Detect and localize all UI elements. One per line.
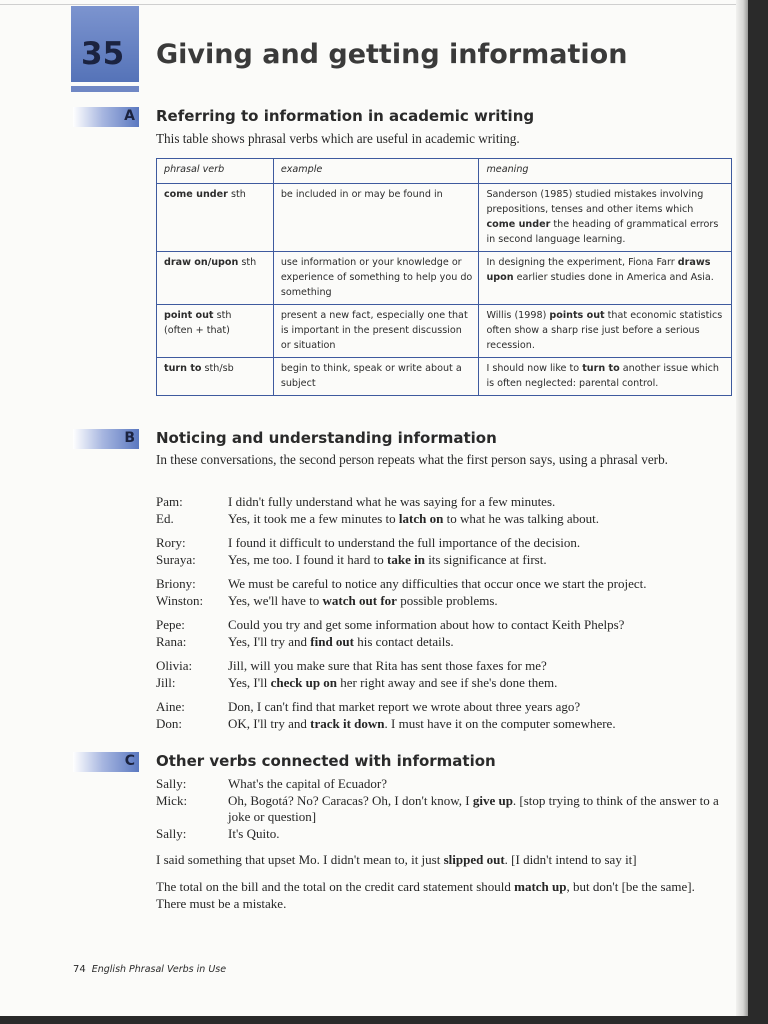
cell-phrasal-verb xyxy=(157,184,274,252)
example-phrasal-verb: come under xyxy=(486,219,551,230)
conversation xyxy=(156,617,736,650)
phrasal-verb-table xyxy=(156,158,732,396)
dialogue-text: I found it difficult to understand the full importance of the decision. xyxy=(228,535,581,550)
paragraph-phrasal-verb: slipped out xyxy=(443,852,505,867)
conversation xyxy=(156,535,736,568)
header-meaning: meaning xyxy=(479,159,732,184)
dialogue-line xyxy=(156,494,736,511)
dialogue-line xyxy=(156,535,736,552)
dialogue-line xyxy=(156,634,736,651)
speaker-name: Winston: xyxy=(156,592,204,608)
example-text: that economic statistics often show a sharp rise just before a serious recession. xyxy=(486,310,723,351)
dialogue-line xyxy=(156,675,736,692)
cell-phrasal-verb xyxy=(157,358,274,396)
conversation xyxy=(156,494,736,527)
page-footer xyxy=(73,964,226,975)
dialogue-line xyxy=(156,716,736,733)
header-example: example xyxy=(273,159,479,184)
dialogue-text: possible problems. xyxy=(396,592,498,608)
dialogue-line xyxy=(156,776,722,793)
verb-object: sth xyxy=(227,189,246,200)
paragraph-text: , but don't [be the same]. There must be a mistake. xyxy=(156,879,695,911)
cell-example-sentence xyxy=(479,358,732,396)
paragraph-text: . [I didn't intend to say it] xyxy=(504,852,637,867)
spoken-line xyxy=(228,593,736,610)
speaker-name: Suraya: xyxy=(156,551,196,567)
cell-phrasal-verb xyxy=(157,305,274,358)
cell-example-sentence xyxy=(479,305,732,358)
paragraph-phrasal-verb: match up xyxy=(514,879,567,894)
cell-example-sentence xyxy=(479,252,732,305)
speaker-name: Sally: xyxy=(156,776,187,791)
table-row xyxy=(157,358,732,396)
speaker-name: Don: xyxy=(156,715,182,731)
dialogue-text: OK, I'll try and xyxy=(228,715,311,731)
dialogue-text: Yes, I'll xyxy=(228,674,271,690)
definition-text: begin to think, speak or write about a subject xyxy=(280,363,462,389)
spoken-line xyxy=(228,793,722,826)
dialogue-text: Yes, it took me a few minutes to xyxy=(228,510,399,526)
paragraph-text: The total on the bill and the total on the credit card statement should xyxy=(156,879,515,894)
top-rule xyxy=(0,4,748,5)
section-a-heading: Referring to information in academic writing xyxy=(156,107,535,125)
cell-example-sentence xyxy=(479,184,732,252)
conversation xyxy=(156,576,736,609)
dialogue-phrasal-verb: find out xyxy=(310,633,354,649)
dialogue-text: his contact details. xyxy=(354,633,454,649)
spoken-line xyxy=(228,776,722,793)
dialogue-text: its significance at first. xyxy=(424,551,547,567)
speaker-name: Briony: xyxy=(156,576,196,591)
dialogue-line xyxy=(156,658,736,675)
section-b-conversations xyxy=(156,494,736,740)
section-b-letter: B xyxy=(124,430,135,446)
header-phrasal-verb: phrasal verb xyxy=(157,159,274,184)
cell-definition xyxy=(273,252,479,305)
spoken-line xyxy=(228,617,736,634)
speaker-name: Rana: xyxy=(156,633,187,649)
dialogue-phrasal-verb: track it down xyxy=(310,715,385,731)
definition-text: present a new fact, especially one that is important in the present discussion or situation xyxy=(280,310,468,351)
section-c-conversation xyxy=(156,776,722,842)
spoken-line xyxy=(228,552,736,569)
paragraph-text: I said something that upset Mo. I didn't mean to, it just xyxy=(156,852,444,867)
unit-number: 35 xyxy=(81,36,125,72)
dialogue-line xyxy=(156,511,736,528)
section-a-letter: A xyxy=(124,108,135,124)
section-c-paragraph-2 xyxy=(156,878,726,912)
example-text: earlier studies done in America and Asia. xyxy=(513,272,714,283)
dialogue-text: to what he was talking about. xyxy=(443,510,599,526)
speaker-name: Pepe: xyxy=(156,617,185,632)
section-a-tab xyxy=(73,107,139,127)
example-phrasal-verb: points out xyxy=(549,310,605,321)
spoken-line xyxy=(228,826,722,843)
section-a-intro: This table shows phrasal verbs which are useful in academic writing. xyxy=(156,131,520,146)
speaker-name: Ed. xyxy=(156,510,174,526)
conversation xyxy=(156,658,736,691)
phrasal-verb: draw on/upon xyxy=(164,257,239,268)
speaker-name: Aine: xyxy=(156,699,185,714)
table-row xyxy=(157,184,732,252)
spoken-line xyxy=(228,511,736,528)
dialogue-phrasal-verb: check up on xyxy=(270,674,338,690)
section-c-tab xyxy=(73,752,139,772)
example-text: Sanderson (1985) studied mistakes involving prepositions, tenses and other items which xyxy=(486,189,704,215)
table-row xyxy=(157,305,732,358)
speaker-name: Mick: xyxy=(156,792,188,808)
example-text: In designing the experiment, Fiona Farr xyxy=(486,257,678,268)
example-phrasal-verb: draws upon xyxy=(486,257,711,283)
dialogue-text: We must be careful to notice any difficulties that occur once we start the project. xyxy=(228,576,647,591)
spoken-line xyxy=(228,699,736,716)
speaker-name: Olivia: xyxy=(156,658,193,673)
dialogue-text: What's the capital of Ecuador? xyxy=(228,776,387,791)
verb-note: (often + that) xyxy=(164,325,230,336)
unit-title: Giving and getting information xyxy=(156,39,628,70)
dialogue-phrasal-verb: give up xyxy=(472,792,513,808)
dialogue-text: Don, I can't find that market report we wrote about three years ago? xyxy=(228,699,581,714)
example-text: the heading of grammatical errors in second language learning. xyxy=(486,219,719,245)
section-b-tab xyxy=(73,429,139,449)
cell-definition xyxy=(273,358,479,396)
dialogue-phrasal-verb: watch out for xyxy=(322,592,397,608)
dialogue-text: . [stop trying to think of the answer to a joke or question] xyxy=(228,792,719,824)
spoken-line xyxy=(228,535,736,552)
section-c-paragraph-1 xyxy=(156,851,736,868)
example-text: another issue which is often neglected: parental control. xyxy=(486,363,719,389)
phrasal-verb: come under xyxy=(164,189,228,200)
cell-phrasal-verb xyxy=(157,252,274,305)
example-text: Willis (1998) xyxy=(486,310,550,321)
speaker-name: Sally: xyxy=(156,825,187,841)
example-phrasal-verb: turn to xyxy=(582,363,620,374)
spoken-line xyxy=(228,658,736,675)
spoken-line xyxy=(228,494,736,511)
dialogue-phrasal-verb: latch on xyxy=(398,510,444,526)
dialogue-line xyxy=(156,593,736,610)
dialogue-text: Oh, Bogotá? No? Caracas? Oh, I don't know, I xyxy=(228,792,473,808)
page-number: 74 xyxy=(73,964,86,975)
example-text: I should now like to xyxy=(486,363,583,374)
dialogue-line xyxy=(156,826,722,843)
dialogue-line xyxy=(156,793,722,826)
definition-text: use information or your knowledge or experience of something to help you do something xyxy=(280,257,473,298)
speaker-name: Pam: xyxy=(156,494,183,509)
dialogue-line xyxy=(156,617,736,634)
dialogue-line xyxy=(156,552,736,569)
dialogue-text: It's Quito. xyxy=(228,825,280,841)
dialogue-text: Yes, I'll try and xyxy=(228,633,311,649)
dialogue-text: . I must have it on the computer somewhere. xyxy=(384,715,616,731)
section-b-heading: Noticing and understanding information xyxy=(156,429,497,447)
speaker-name: Rory: xyxy=(156,535,186,550)
dialogue-line xyxy=(156,576,736,593)
spoken-line xyxy=(228,576,736,593)
verb-object: sth xyxy=(213,310,232,321)
dialogue-line xyxy=(156,699,736,716)
section-c-heading: Other verbs connected with information xyxy=(156,752,496,770)
dialogue-text: Could you try and get some information about how to contact Keith Phelps? xyxy=(228,617,625,632)
dialogue-text: Yes, we'll have to xyxy=(228,592,323,608)
dialogue-text: Yes, me too. I found it hard to xyxy=(228,551,388,567)
cell-definition xyxy=(273,305,479,358)
dialogue-text: I didn't fully understand what he was saying for a few minutes. xyxy=(228,494,556,509)
phrasal-verb: point out xyxy=(164,310,214,321)
speaker-name: Jill: xyxy=(156,674,176,690)
phrasal-verb: turn to xyxy=(164,363,202,374)
cell-definition xyxy=(273,184,479,252)
unit-number-underbar xyxy=(71,86,139,92)
unit-number-box xyxy=(71,6,139,82)
section-c-letter: C xyxy=(124,753,135,769)
spoken-line xyxy=(228,716,736,733)
definition-text: be included in or may be found in xyxy=(280,189,443,200)
table-header-row xyxy=(157,159,732,184)
dialogue-text: Jill, will you make sure that Rita has sent those faxes for me? xyxy=(228,658,547,673)
section-b-intro: In these conversations, the second person repeats what the first person says, using a phrasal verb. xyxy=(156,452,668,467)
table-row xyxy=(157,252,732,305)
spoken-line xyxy=(228,675,736,692)
verb-object: sth/sb xyxy=(201,363,234,374)
verb-object: sth xyxy=(238,257,257,268)
book-spine-shadow xyxy=(736,0,748,1016)
book-title: English Phrasal Verbs in Use xyxy=(91,964,227,975)
conversation xyxy=(156,699,736,732)
dialogue-phrasal-verb: take in xyxy=(387,551,425,567)
spoken-line xyxy=(228,634,736,651)
dialogue-text: her right away and see if she's done them. xyxy=(337,674,558,690)
